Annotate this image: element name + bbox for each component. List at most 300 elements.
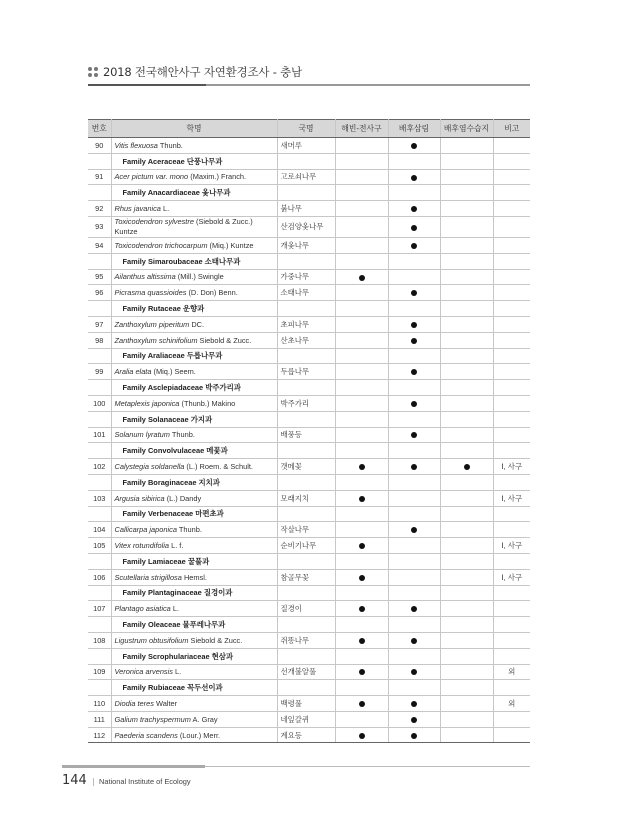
author-citation: (Thunb.) Makino bbox=[181, 398, 236, 408]
back-forest-cell bbox=[388, 601, 440, 617]
scientific-name bbox=[111, 216, 277, 237]
species-row bbox=[88, 427, 530, 443]
species-row bbox=[88, 459, 530, 475]
genus-species: Metaplexis japonica bbox=[114, 398, 180, 408]
family-row bbox=[88, 506, 530, 522]
family-row-empty-cell bbox=[388, 185, 440, 201]
korean-name: 작살나무 bbox=[277, 522, 335, 538]
family-row-empty-cell bbox=[335, 680, 388, 696]
beach-foredune-cell bbox=[335, 237, 388, 253]
genus-species: Vitis flexuosa bbox=[114, 140, 158, 150]
species-no: 102 bbox=[88, 459, 111, 475]
note-cell: Ⅰ, 사구 bbox=[493, 490, 530, 506]
presence-dot-icon bbox=[359, 275, 365, 281]
back-saltmarsh-cell bbox=[440, 138, 493, 154]
running-header bbox=[88, 63, 530, 85]
scientific-name bbox=[111, 138, 277, 154]
author-citation: Thunb. bbox=[171, 430, 195, 440]
beach-foredune-cell bbox=[335, 601, 388, 617]
note-cell: 외 bbox=[493, 696, 530, 712]
family-row-empty-cell bbox=[440, 348, 493, 364]
author-citation: (Mill.) Swingle bbox=[177, 272, 224, 282]
korean-name: 개옻나무 bbox=[277, 237, 335, 253]
family-row-empty-cell bbox=[335, 411, 388, 427]
back-forest-cell bbox=[388, 169, 440, 185]
korean-name: 질경이 bbox=[277, 601, 335, 617]
note-cell bbox=[493, 332, 530, 348]
family-row bbox=[88, 253, 530, 269]
family-row bbox=[88, 680, 530, 696]
back-forest-cell bbox=[388, 269, 440, 285]
family-row-empty-cell bbox=[493, 411, 530, 427]
family-row-empty-cell bbox=[440, 411, 493, 427]
author-citation: Siebold & Zucc. bbox=[190, 635, 243, 645]
back-forest-cell bbox=[388, 522, 440, 538]
presence-dot-icon bbox=[411, 606, 417, 612]
family-row bbox=[88, 185, 530, 201]
header-title: 2018 전국해안사구 자연환경조사 - 충남 bbox=[103, 65, 302, 79]
note-cell bbox=[493, 727, 530, 743]
back-forest-cell bbox=[388, 237, 440, 253]
scientific-name bbox=[111, 490, 277, 506]
presence-dot-icon bbox=[411, 338, 417, 344]
family-row-empty-cell bbox=[440, 680, 493, 696]
presence-dot-icon bbox=[411, 432, 417, 438]
family-row-empty-cell bbox=[335, 506, 388, 522]
family-row-empty-cell bbox=[335, 443, 388, 459]
presence-dot-icon bbox=[411, 175, 417, 181]
header-rule bbox=[88, 84, 530, 86]
col-header-no: 번호 bbox=[88, 120, 111, 138]
family-row-empty-cell bbox=[493, 380, 530, 396]
species-row bbox=[88, 632, 530, 648]
family-row-empty-cell bbox=[493, 474, 530, 490]
beach-foredune-cell bbox=[335, 332, 388, 348]
korean-name: 가중나무 bbox=[277, 269, 335, 285]
presence-dot-icon bbox=[411, 206, 417, 212]
note-cell: Ⅰ, 사구 bbox=[493, 538, 530, 554]
back-saltmarsh-cell bbox=[440, 237, 493, 253]
back-saltmarsh-cell bbox=[440, 696, 493, 712]
family-row-no-cell bbox=[88, 411, 111, 427]
note-cell bbox=[493, 316, 530, 332]
family-row-empty-cell bbox=[440, 474, 493, 490]
family-row-no-cell bbox=[88, 553, 111, 569]
back-forest-cell bbox=[388, 538, 440, 554]
scientific-name bbox=[111, 201, 277, 217]
back-forest-cell bbox=[388, 664, 440, 680]
presence-dot-icon bbox=[359, 669, 365, 675]
species-no: 101 bbox=[88, 427, 111, 443]
family-row-no-cell bbox=[88, 680, 111, 696]
korean-name: 소태나무 bbox=[277, 285, 335, 301]
family-row-empty-cell bbox=[335, 585, 388, 601]
scientific-name bbox=[111, 395, 277, 411]
institute-name: National Institute of Ecology bbox=[99, 777, 191, 786]
family-row-empty-cell bbox=[388, 153, 440, 169]
note-cell bbox=[493, 427, 530, 443]
species-row bbox=[88, 569, 530, 585]
family-row-empty-cell bbox=[277, 153, 335, 169]
beach-foredune-cell bbox=[335, 490, 388, 506]
author-citation: L. bbox=[175, 667, 182, 677]
presence-dot-icon bbox=[411, 143, 417, 149]
family-name: Family Scrophulariaceae 현삼과 bbox=[111, 648, 277, 664]
family-row-empty-cell bbox=[388, 474, 440, 490]
note-cell: Ⅰ, 사구 bbox=[493, 569, 530, 585]
family-row-empty-cell bbox=[388, 348, 440, 364]
presence-dot-icon bbox=[411, 322, 417, 328]
species-no: 110 bbox=[88, 696, 111, 712]
presence-dot-icon bbox=[464, 464, 470, 470]
species-no: 100 bbox=[88, 395, 111, 411]
family-row-empty-cell bbox=[493, 585, 530, 601]
species-no: 109 bbox=[88, 664, 111, 680]
back-forest-cell bbox=[388, 316, 440, 332]
page-footer bbox=[62, 765, 530, 791]
korean-name: 초피나무 bbox=[277, 316, 335, 332]
back-saltmarsh-cell bbox=[440, 711, 493, 727]
family-row bbox=[88, 617, 530, 633]
beach-foredune-cell bbox=[335, 569, 388, 585]
back-forest-cell bbox=[388, 427, 440, 443]
author-citation: DC. bbox=[191, 319, 205, 329]
back-forest-cell bbox=[388, 696, 440, 712]
genus-species: Zanthoxylum schinifolium bbox=[114, 335, 198, 345]
family-row-empty-cell bbox=[277, 680, 335, 696]
presence-dot-icon bbox=[411, 290, 417, 296]
korean-name: 네잎갈퀴 bbox=[277, 711, 335, 727]
back-saltmarsh-cell bbox=[440, 490, 493, 506]
species-no: 108 bbox=[88, 632, 111, 648]
back-forest-cell bbox=[388, 632, 440, 648]
species-row bbox=[88, 216, 530, 237]
family-row-empty-cell bbox=[388, 411, 440, 427]
author-citation: Siebold & Zucc. bbox=[199, 335, 252, 345]
family-row-empty-cell bbox=[388, 506, 440, 522]
col-header-beach-foredune: 해빈-전사구 bbox=[335, 120, 388, 138]
korean-name: 산초나무 bbox=[277, 332, 335, 348]
col-header-note: 비고 bbox=[493, 120, 530, 138]
note-cell bbox=[493, 711, 530, 727]
genus-species: Calystegia soldanella bbox=[114, 462, 185, 472]
family-name: Family Boraginaceae 지치과 bbox=[111, 474, 277, 490]
scientific-name bbox=[111, 569, 277, 585]
family-row-empty-cell bbox=[388, 617, 440, 633]
scientific-name bbox=[111, 522, 277, 538]
korean-name: 박주가리 bbox=[277, 395, 335, 411]
scientific-name bbox=[111, 427, 277, 443]
author-citation: (Maxim.) Franch. bbox=[190, 172, 247, 182]
family-row-no-cell bbox=[88, 253, 111, 269]
species-no: 106 bbox=[88, 569, 111, 585]
family-name: Family Rutaceae 운향과 bbox=[111, 301, 277, 317]
beach-foredune-cell bbox=[335, 169, 388, 185]
species-no: 104 bbox=[88, 522, 111, 538]
family-name: Family Plantaginaceae 질경이과 bbox=[111, 585, 277, 601]
presence-dot-icon bbox=[411, 717, 417, 723]
author-citation: (Siebold & Zucc.) bbox=[196, 217, 253, 227]
family-row bbox=[88, 301, 530, 317]
note-cell bbox=[493, 169, 530, 185]
family-row-empty-cell bbox=[335, 185, 388, 201]
species-no: 111 bbox=[88, 711, 111, 727]
back-saltmarsh-cell bbox=[440, 216, 493, 237]
back-saltmarsh-cell bbox=[440, 427, 493, 443]
beach-foredune-cell bbox=[335, 138, 388, 154]
species-no: 95 bbox=[88, 269, 111, 285]
species-no: 98 bbox=[88, 332, 111, 348]
family-row-empty-cell bbox=[440, 506, 493, 522]
family-row-empty-cell bbox=[493, 301, 530, 317]
family-row-empty-cell bbox=[388, 585, 440, 601]
korean-name: 계요등 bbox=[277, 727, 335, 743]
genus-species: Vitex rotundifolia bbox=[114, 541, 170, 551]
family-name: Family Asclepiadaceae 박주가리과 bbox=[111, 380, 277, 396]
species-no: 112 bbox=[88, 727, 111, 743]
family-row-empty-cell bbox=[440, 253, 493, 269]
species-row bbox=[88, 711, 530, 727]
genus-species: Zanthoxylum piperitum bbox=[114, 319, 190, 329]
family-row-empty-cell bbox=[335, 553, 388, 569]
family-name: Family Rubiaceae 꼭두선이과 bbox=[111, 680, 277, 696]
genus-species: Argusia sibirica bbox=[114, 493, 165, 503]
genus-species: Aralia elata bbox=[114, 367, 152, 377]
family-row bbox=[88, 348, 530, 364]
family-row-no-cell bbox=[88, 648, 111, 664]
family-row-empty-cell bbox=[440, 301, 493, 317]
species-no: 94 bbox=[88, 237, 111, 253]
family-row-empty-cell bbox=[440, 185, 493, 201]
note-cell bbox=[493, 201, 530, 217]
family-row-empty-cell bbox=[440, 153, 493, 169]
scientific-name bbox=[111, 696, 277, 712]
family-name: Family Verbenaceae 마편초과 bbox=[111, 506, 277, 522]
family-name: Family Oleaceae 물푸레나무과 bbox=[111, 617, 277, 633]
family-row-empty-cell bbox=[388, 380, 440, 396]
species-no: 107 bbox=[88, 601, 111, 617]
scientific-name bbox=[111, 269, 277, 285]
family-row-empty-cell bbox=[277, 585, 335, 601]
species-row bbox=[88, 490, 530, 506]
species-row bbox=[88, 237, 530, 253]
family-row-no-cell bbox=[88, 585, 111, 601]
family-name: Family Araliaceae 두릅나무과 bbox=[111, 348, 277, 364]
korean-name: 고로쇠나무 bbox=[277, 169, 335, 185]
presence-dot-icon bbox=[411, 243, 417, 249]
family-row-empty-cell bbox=[388, 253, 440, 269]
family-row-empty-cell bbox=[277, 506, 335, 522]
species-no: 90 bbox=[88, 138, 111, 154]
genus-species: Callicarpa japonica bbox=[114, 525, 177, 535]
presence-dot-icon bbox=[411, 225, 417, 231]
family-row-empty-cell bbox=[335, 380, 388, 396]
page-number: 144 bbox=[62, 773, 87, 788]
korean-name: 선개불알풀 bbox=[277, 664, 335, 680]
back-saltmarsh-cell bbox=[440, 664, 493, 680]
genus-species: Ligustrum obtusifolium bbox=[114, 635, 189, 645]
family-row-empty-cell bbox=[335, 153, 388, 169]
scientific-name bbox=[111, 169, 277, 185]
family-row-empty-cell bbox=[335, 348, 388, 364]
family-row-empty-cell bbox=[277, 648, 335, 664]
species-row bbox=[88, 332, 530, 348]
family-row bbox=[88, 474, 530, 490]
beach-foredune-cell bbox=[335, 201, 388, 217]
back-saltmarsh-cell bbox=[440, 459, 493, 475]
korean-name: 참골무꽃 bbox=[277, 569, 335, 585]
family-row-empty-cell bbox=[493, 506, 530, 522]
genus-species: Solanum lyratum bbox=[114, 430, 170, 440]
beach-foredune-cell bbox=[335, 395, 388, 411]
family-row-empty-cell bbox=[277, 617, 335, 633]
beach-foredune-cell bbox=[335, 216, 388, 237]
species-row bbox=[88, 285, 530, 301]
footer-separator: | bbox=[92, 777, 95, 786]
back-saltmarsh-cell bbox=[440, 332, 493, 348]
family-row-empty-cell bbox=[277, 185, 335, 201]
presence-dot-icon bbox=[359, 543, 365, 549]
col-header-back-forest: 배후삼림 bbox=[388, 120, 440, 138]
genus-species: Veronica arvensis bbox=[114, 667, 173, 677]
back-saltmarsh-cell bbox=[440, 601, 493, 617]
back-saltmarsh-cell bbox=[440, 522, 493, 538]
scientific-name bbox=[111, 459, 277, 475]
family-row-empty-cell bbox=[440, 553, 493, 569]
family-row-empty-cell bbox=[493, 680, 530, 696]
family-row-empty-cell bbox=[335, 253, 388, 269]
back-forest-cell bbox=[388, 138, 440, 154]
family-name: Family Solanaceae 가지과 bbox=[111, 411, 277, 427]
family-row bbox=[88, 553, 530, 569]
back-forest-cell bbox=[388, 711, 440, 727]
presence-dot-icon bbox=[359, 496, 365, 502]
korean-name: 쥐똥나무 bbox=[277, 632, 335, 648]
scientific-name bbox=[111, 364, 277, 380]
family-row-empty-cell bbox=[335, 648, 388, 664]
note-cell bbox=[493, 395, 530, 411]
scientific-name bbox=[111, 332, 277, 348]
family-row-empty-cell bbox=[493, 617, 530, 633]
family-row bbox=[88, 443, 530, 459]
genus-species: Plantago asiatica bbox=[114, 604, 171, 614]
family-row-empty-cell bbox=[440, 585, 493, 601]
note-cell bbox=[493, 364, 530, 380]
author-citation: L. bbox=[163, 204, 170, 214]
family-row-empty-cell bbox=[277, 253, 335, 269]
author-citation: Thunb. bbox=[159, 140, 183, 150]
beach-foredune-cell bbox=[335, 364, 388, 380]
presence-dot-icon bbox=[411, 401, 417, 407]
family-row-empty-cell bbox=[277, 348, 335, 364]
scientific-name bbox=[111, 711, 277, 727]
scientific-name bbox=[111, 632, 277, 648]
family-row-no-cell bbox=[88, 185, 111, 201]
genus-species: Rhus javanica bbox=[114, 204, 161, 214]
family-row-no-cell bbox=[88, 380, 111, 396]
genus-species: Scutellaria strigillosa bbox=[114, 572, 182, 582]
beach-foredune-cell bbox=[335, 269, 388, 285]
back-saltmarsh-cell bbox=[440, 364, 493, 380]
scientific-name bbox=[111, 316, 277, 332]
family-name: Family Aceraceae 단풍나무과 bbox=[111, 153, 277, 169]
species-row bbox=[88, 169, 530, 185]
species-row bbox=[88, 364, 530, 380]
family-row-empty-cell bbox=[493, 185, 530, 201]
table-header-row bbox=[88, 120, 530, 138]
col-header-korean-name: 국명 bbox=[277, 120, 335, 138]
family-row-empty-cell bbox=[388, 443, 440, 459]
species-row bbox=[88, 269, 530, 285]
species-row bbox=[88, 664, 530, 680]
note-cell bbox=[493, 285, 530, 301]
note-cell: Ⅰ, 사구 bbox=[493, 459, 530, 475]
back-forest-cell bbox=[388, 201, 440, 217]
presence-dot-icon bbox=[359, 638, 365, 644]
genus-species: Ailanthus altissima bbox=[114, 272, 176, 282]
col-header-scientific-name: 학명 bbox=[111, 120, 277, 138]
scientific-name bbox=[111, 727, 277, 743]
family-row-empty-cell bbox=[277, 301, 335, 317]
presence-dot-icon bbox=[411, 669, 417, 675]
presence-dot-icon bbox=[359, 733, 365, 739]
presence-dot-icon bbox=[411, 701, 417, 707]
family-name: Family Convolvulaceae 메꽃과 bbox=[111, 443, 277, 459]
author-citation-cont: Kuntze bbox=[114, 226, 138, 236]
family-row-empty-cell bbox=[388, 648, 440, 664]
family-row-empty-cell bbox=[388, 301, 440, 317]
family-row bbox=[88, 585, 530, 601]
species-row bbox=[88, 601, 530, 617]
presence-dot-icon bbox=[411, 733, 417, 739]
author-citation: Walter bbox=[156, 698, 178, 708]
family-row-empty-cell bbox=[440, 443, 493, 459]
back-saltmarsh-cell bbox=[440, 169, 493, 185]
family-row-empty-cell bbox=[388, 553, 440, 569]
genus-species: Paederia scandens bbox=[114, 730, 178, 740]
scientific-name bbox=[111, 538, 277, 554]
back-saltmarsh-cell bbox=[440, 538, 493, 554]
beach-foredune-cell bbox=[335, 538, 388, 554]
beach-foredune-cell bbox=[335, 285, 388, 301]
back-saltmarsh-cell bbox=[440, 632, 493, 648]
species-row bbox=[88, 201, 530, 217]
col-header-back-saltmarsh: 배후염수습지 bbox=[440, 120, 493, 138]
species-row bbox=[88, 696, 530, 712]
genus-species: Picrasma quassioides bbox=[114, 288, 187, 298]
back-forest-cell bbox=[388, 569, 440, 585]
korean-name: 두릅나무 bbox=[277, 364, 335, 380]
korean-name: 모래지치 bbox=[277, 490, 335, 506]
author-citation: (D. Don) Benn. bbox=[188, 288, 238, 298]
note-cell bbox=[493, 216, 530, 237]
species-no: 96 bbox=[88, 285, 111, 301]
family-row-empty-cell bbox=[277, 443, 335, 459]
back-saltmarsh-cell bbox=[440, 569, 493, 585]
author-citation: Thunb. bbox=[178, 525, 202, 535]
korean-name: 배풍등 bbox=[277, 427, 335, 443]
family-row-empty-cell bbox=[493, 153, 530, 169]
korean-name: 순비기나무 bbox=[277, 538, 335, 554]
note-cell bbox=[493, 138, 530, 154]
family-name: Family Simaroubaceae 소태나무과 bbox=[111, 253, 277, 269]
family-row-empty-cell bbox=[440, 648, 493, 664]
family-row-no-cell bbox=[88, 617, 111, 633]
species-no: 99 bbox=[88, 364, 111, 380]
back-forest-cell bbox=[388, 727, 440, 743]
family-row bbox=[88, 648, 530, 664]
family-row-empty-cell bbox=[335, 474, 388, 490]
